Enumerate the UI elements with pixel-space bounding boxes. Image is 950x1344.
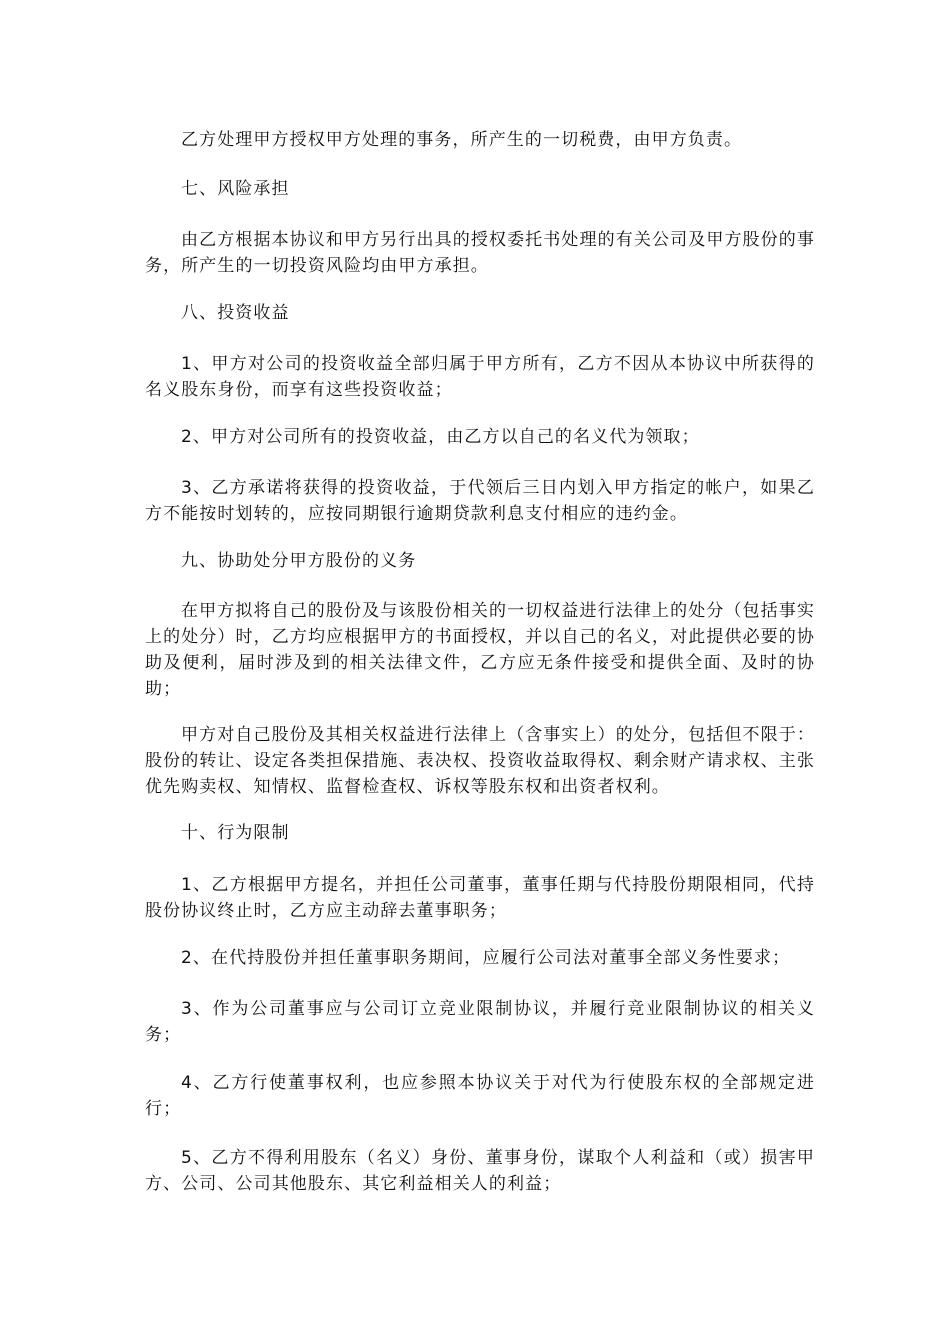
- paragraph-income-2: 2、甲方对公司所有的投资收益，由乙方以自己的名义代为领取；: [181, 427, 700, 447]
- paragraph-assist-1: 在甲方拟将自己的股份及与该股份相关的一切权益进行法律上的处分（包括事实上的处分）时，乙方均应根据甲方的书面授权，并以自己的名义，对此提供必要的协助及便利，届时涉及到的相关法律文件，乙方应无条件接受和提供全面、及时的协助；: [145, 601, 815, 699]
- section-heading-9: 九、协助处分甲方股份的义务: [181, 551, 417, 571]
- section-heading-8: 八、投资收益: [181, 303, 290, 323]
- paragraph-income-3: 3、乙方承诺将获得的投资收益，于代领后三日内划入甲方指定的帐户，如果乙方不能按时划转的，应按同期银行逾期贷款利息支付相应的违约金。: [145, 478, 815, 524]
- paragraph-income-1: 1、甲方对公司的投资收益全部归属于甲方所有，乙方不因从本协议中所获得的名义股东身份，而享有这些投资收益；: [145, 354, 815, 400]
- paragraph-tax-fees: 乙方处理甲方授权甲方处理的事务，所产生的一切税费，由甲方负责。: [181, 130, 743, 150]
- paragraph-restriction-1: 1、乙方根据甲方提名，并担任公司董事，董事任期与代持股份期限相同，代持股份协议终止时，乙方应主动辞去董事职务；: [145, 875, 815, 921]
- paragraph-assist-2: 甲方对自己股份及其相关权益进行法律上（含事实上）的处分，包括但不限于：股份的转让、设定各类担保措施、表决权、投资收益取得权、剩余财产请求权、主张优先购卖权、知情权、监督检查权、诉权等股东权和出资者权利。: [145, 725, 815, 797]
- paragraph-risk: 由乙方根据本协议和甲方另行出具的授权委托书处理的有关公司及甲方股份的事务，所产生的一切投资风险均由甲方承担。: [145, 230, 815, 276]
- paragraph-restriction-5: 5、乙方不得利用股东（名义）身份、董事身份，谋取个人利益和（或）损害甲方、公司、公司其他股东、其它利益相关人的利益；: [145, 1148, 815, 1194]
- section-heading-7: 七、风险承担: [181, 179, 290, 199]
- paragraph-restriction-3: 3、作为公司董事应与公司订立竞业限制协议，并履行竞业限制协议的相关义务；: [145, 999, 815, 1045]
- section-heading-10: 十、行为限制: [181, 823, 290, 843]
- paragraph-restriction-4: 4、乙方行使董事权利，也应参照本协议关于对代为行使股东权的全部规定进行；: [145, 1073, 815, 1119]
- paragraph-restriction-2: 2、在代持股份并担任董事职务期间，应履行公司法对董事全部义务性要求；: [181, 948, 791, 968]
